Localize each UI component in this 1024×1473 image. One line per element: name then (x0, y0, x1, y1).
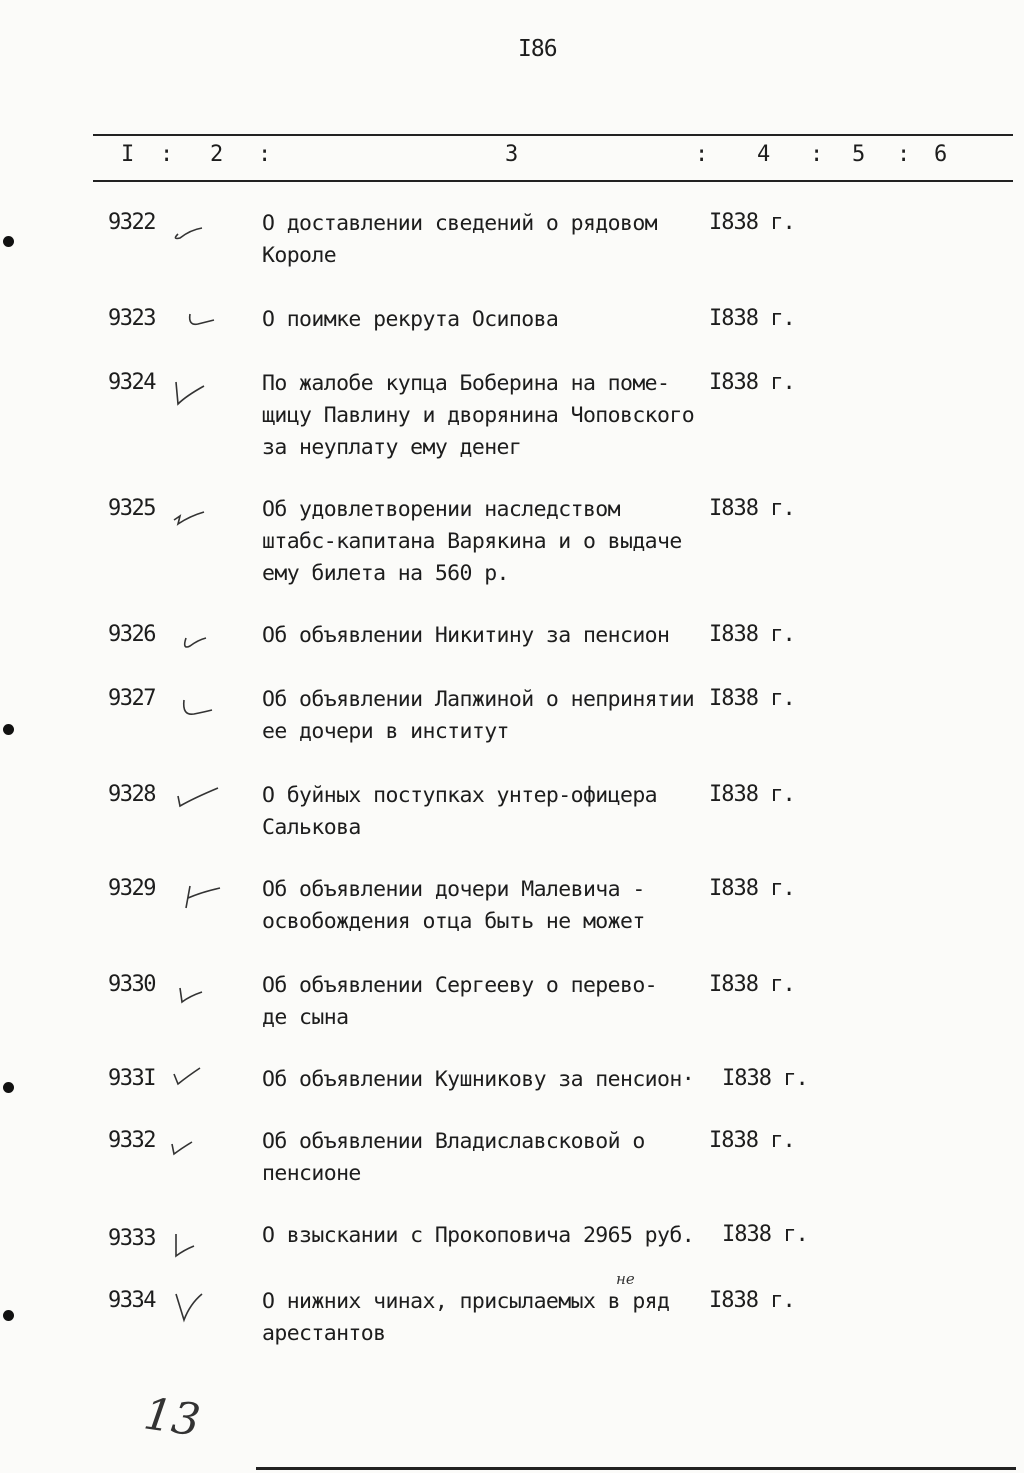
entry-description: Об объявлении Владиславсковой о пенсионе (262, 1129, 645, 1186)
check-mark-icon (182, 308, 226, 344)
column-separator: : (897, 142, 911, 167)
punch-hole-icon (3, 1082, 14, 1093)
entry-description: О доставлении сведений о рядовом Короле (262, 211, 658, 268)
check-mark-icon (178, 690, 222, 726)
punch-hole-icon (3, 236, 14, 247)
column-header: 3 (505, 142, 519, 167)
entry-year: I838 г. (722, 1066, 808, 1091)
column-separator: : (810, 142, 824, 167)
check-mark-icon (170, 1228, 214, 1264)
entry-number: 9334 (108, 1288, 155, 1313)
entry-description: Об объявлении Лапжиной о непринятии ее дочери в институт (262, 687, 695, 744)
check-mark-icon (170, 1060, 214, 1096)
entry-number: 9325 (108, 496, 155, 521)
check-mark-icon (170, 500, 214, 536)
column-header: 2 (210, 142, 224, 167)
punch-hole-icon (3, 1310, 14, 1321)
handwritten-insertion: не (616, 1270, 635, 1288)
entry-number: 9324 (108, 370, 155, 395)
entry-year: I838 г. (709, 782, 795, 807)
page-bottom-rule (256, 1467, 1016, 1470)
entry-number: 9332 (108, 1128, 155, 1153)
check-mark-icon (168, 1130, 212, 1166)
column-header-row (0, 142, 1024, 172)
check-mark-icon (170, 1288, 214, 1324)
check-mark-icon (172, 376, 216, 412)
entry-year: I838 г. (709, 876, 795, 901)
column-header: 6 (934, 142, 948, 167)
entry-year: I838 г. (709, 210, 795, 235)
table-header-rule (93, 180, 1013, 182)
entry-year: I838 г. (709, 1128, 795, 1153)
punch-hole-icon (3, 724, 14, 735)
column-separator: : (695, 142, 709, 167)
entry-number: 9330 (108, 972, 155, 997)
entry-number: 9322 (108, 210, 155, 235)
entry-number: 9333 (108, 1226, 155, 1251)
entry-description: О нижних чинах, присылаемых в ряд арестантов (262, 1289, 670, 1346)
table-top-rule (93, 134, 1013, 136)
entry-year: I838 г. (709, 306, 795, 331)
entry-year: I838 г. (709, 972, 795, 997)
check-mark-icon (178, 624, 222, 660)
entry-description: Об объявлении Сергееву о перево- де сына (262, 973, 658, 1030)
check-mark-icon (174, 780, 218, 816)
check-mark-icon (168, 212, 212, 248)
entry-number: 933I (108, 1066, 155, 1091)
column-header: 4 (757, 142, 771, 167)
check-mark-icon (182, 878, 226, 914)
column-header: 5 (852, 142, 866, 167)
entry-year: I838 г. (722, 1222, 808, 1247)
entry-year: I838 г. (709, 622, 795, 647)
entry-number: 9327 (108, 686, 155, 711)
entry-year: I838 г. (709, 1288, 795, 1313)
entry-description: Об удовлетворении наследством штабс-капитана Варякина и о выдаче ему билета на 560 р. (262, 497, 682, 586)
entry-description: Об объявлении Кушникову за пенсион· (262, 1067, 695, 1092)
entry-description: О буйных поступках унтер-офицера Салькова (262, 783, 658, 840)
check-mark-icon (174, 978, 218, 1014)
entry-number: 9323 (108, 306, 155, 331)
entry-year: I838 г. (709, 496, 795, 521)
column-separator: : (160, 142, 174, 167)
entry-number: 9329 (108, 876, 155, 901)
entry-year: I838 г. (709, 370, 795, 395)
entry-number: 9326 (108, 622, 155, 647)
entry-description: О поимке рекрута Осипова (262, 307, 559, 332)
entry-description: О взыскании с Прокоповича 2965 руб. (262, 1223, 695, 1248)
entry-description: Об объявлении дочери Малевича - освобождения отца быть не может (262, 877, 645, 934)
entry-number: 9328 (108, 782, 155, 807)
entry-description: Об объявлении Никитину за пенсион (262, 623, 670, 648)
entry-description: По жалобе купца Боберина на поме- щицу Павлину и дворянина Чоповского за неуплату ему денег (262, 371, 695, 460)
column-header: I (121, 142, 135, 167)
column-separator: : (258, 142, 272, 167)
page-number: I86 (518, 36, 557, 62)
handwritten-margin-note: 13 (140, 1388, 204, 1447)
entry-year: I838 г. (709, 686, 795, 711)
